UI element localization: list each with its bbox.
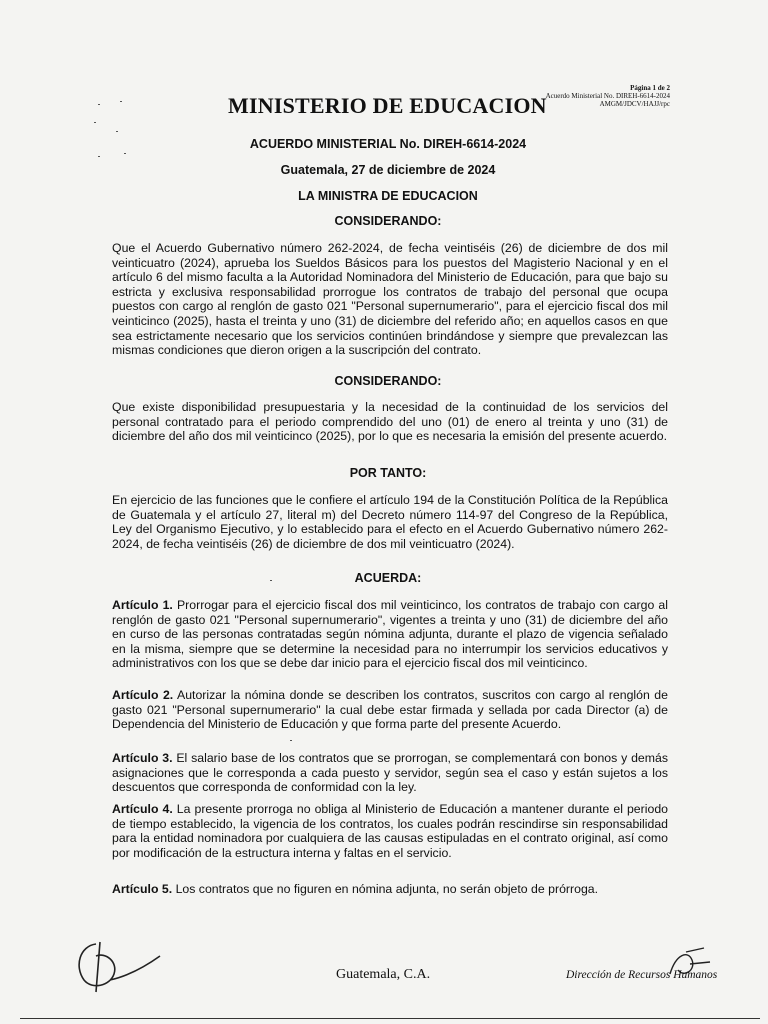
considerando-1-heading: CONSIDERANDO:: [334, 214, 442, 228]
article-text: Los contratos que no figuren en nómina adjunta, no serán objeto de prórroga.: [175, 882, 599, 896]
initials-line: AMGM/JDCV/HAJJ/rpc: [599, 100, 670, 108]
footer-department: Dirección de Recursos Humanos: [566, 969, 718, 981]
article-text: El salario base de los contratos que se prorrogan, se complementará con bonos y demás asignaciones que le corresponda a cada puesto y servidor, según sea el caso y están sujetos a los descuentos que corresponda de conformidad con la ley.: [112, 751, 668, 795]
scan-speck: [98, 156, 100, 157]
article-5: [112, 882, 668, 897]
article-text: Autorizar la nómina donde se describen los contratos, suscritos con cargo al renglón de gasto 021 "Personal supernumerario" la cual debe estar firmada y sellada por cada Director (a) de Dependencia del Ministerio de Educación y que forma parte del presente Acuerdo.: [112, 688, 668, 732]
agreement-number: ACUERDO MINISTERIAL No. DIREH-6614-2024: [249, 137, 527, 151]
por-tanto-text: [112, 493, 668, 551]
article-label: Artículo 2.: [112, 688, 174, 702]
ministry-title: MINISTERIO DE EDUCACION: [228, 93, 547, 118]
scan-speck: [98, 104, 100, 105]
paragraph: En ejercicio de las funciones que le confiere el artículo 194 de la Constitución Política de la República de Guatemala y el artículo 27, literal m) del Decreto número 114-97 del Congreso de la República, Ley del Organismo Ejecutivo, y lo establecido para el efecto en el Acuerdo Gubernativo número 262-2024, de fecha veintiséis (26) de diciembre de dos mil veinticuatro (2024).: [112, 493, 668, 551]
authority-line: LA MINISTRA DE EDUCACION: [298, 189, 478, 203]
por-tanto-heading: POR TANTO:: [349, 466, 427, 480]
page-label: Página 1 de 2: [630, 84, 670, 92]
reference-line: Acuerdo Ministerial No. DIREH-6614-2024: [545, 92, 670, 100]
place-date: Guatemala, 27 de diciembre de 2024: [280, 163, 496, 177]
scan-speck: [116, 131, 118, 132]
article-text: La presente prorroga no obliga al Ministerio de Educación a mantener durante el periodo de tiempo establecido, la vigencia de los contratos, los cuales podrán rescindirse sin responsabilidad para la entidad nominadora por cualquiera de las causas estipuladas en el contrato original, así como por modificación de la estructura interna y faltas en el servicio.: [112, 802, 668, 860]
paragraph: Que el Acuerdo Gubernativo número 262-2024, de fecha veintiséis (26) de diciembre de dos mil veinticuatro (2024), aprueba los Sueldos Básicos para los puestos del Magisterio Nacional y en el artículo 6 del mismo faculta a la Autoridad Nominadora del Ministerio de Educación, para que bajo su estricta y exclusiva responsabilidad prorrogue los contratos de trabajo del personal que ocupa puestos con cargo al renglón de gasto 021 "Personal supernumerario", para el ejercicio fiscal dos mil veinticinco (2025), hasta el treinta y uno (31) de diciembre del referido año; en aquellos casos en que sea estrictamente necesario que los servicios continúen brindándose y siempre que prevalezcan las mismas condiciones que dieron origen a la suscripción del contrato.: [112, 241, 668, 358]
article-text: Prorrogar para el ejercicio fiscal dos mil veinticinco, los contratos de trabajo con cargo al renglón de gasto 021 "Personal supernumerario", vigentes a treinta y uno (31) de diciembre del año en curso de las personas contratadas según nómina adjunta, durante el plazo de vigencia señalado en la misma, siempre que se determine la necesidad para no interrumpir los servicios educativos y administrativos con los que se debe dar inicio para el ejercicio fiscal dos mil veinticinco.: [112, 598, 668, 671]
paragraph: Que existe disponibilidad presupuestaria y la necesidad de la continuidad de los servicios del personal contratado para el periodo comprendido del uno (01) de enero al treinta y uno (31) de diciembre del año dos mil veinticinco (2025), por lo que es necesaria la emisión del presente acuerdo.: [112, 400, 668, 444]
article-1: [112, 598, 668, 671]
article-3: [112, 751, 668, 795]
bottom-rule: [20, 1018, 760, 1019]
signature-mark-left: [66, 936, 166, 996]
considerando-2-text: [112, 400, 668, 444]
footer-city: Guatemala, C.A.: [336, 967, 431, 982]
article-4: [112, 802, 668, 860]
scan-speck: [270, 580, 272, 581]
article-label: Artículo 4.: [112, 802, 173, 816]
scan-speck: [290, 740, 292, 741]
scan-speck: [94, 122, 96, 123]
considerando-1-text: [112, 241, 668, 358]
article-label: Artículo 3.: [112, 751, 173, 765]
considerando-2-heading: CONSIDERANDO:: [334, 374, 442, 388]
scan-speck: [120, 101, 122, 102]
article-label: Artículo 1.: [112, 598, 173, 612]
scan-speck: [124, 153, 126, 154]
acuerda-heading: ACUERDA:: [354, 571, 422, 585]
article-2: [112, 688, 668, 732]
article-label: Artículo 5.: [112, 882, 173, 896]
